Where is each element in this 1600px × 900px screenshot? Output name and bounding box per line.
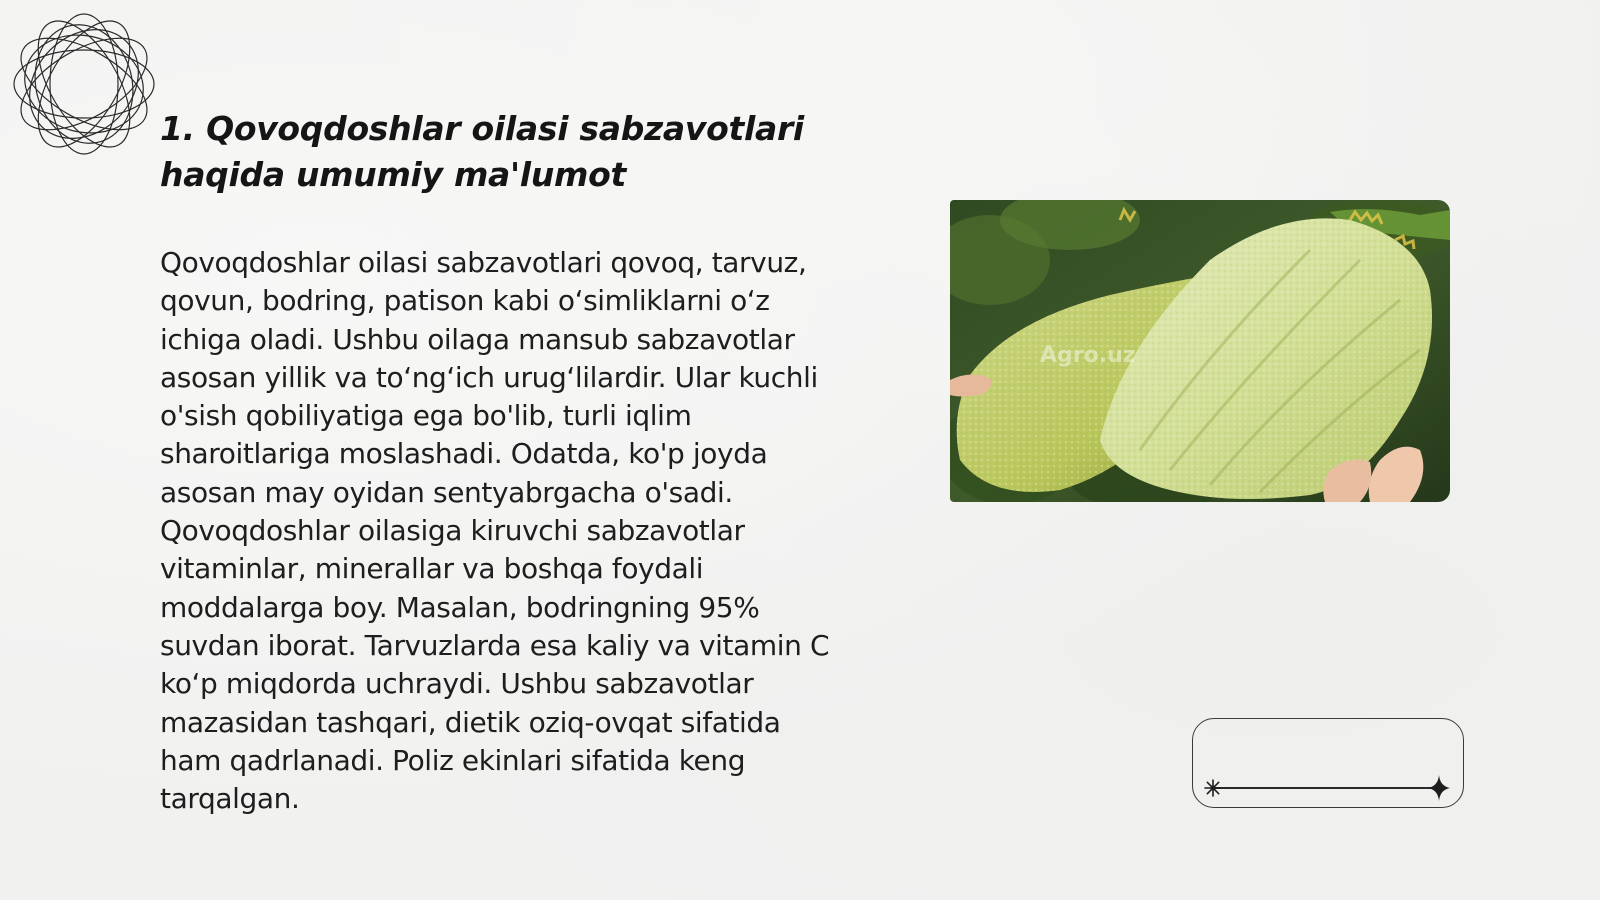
decorative-frame [1192, 718, 1464, 808]
starburst-icon [1204, 779, 1222, 797]
slide-title: 1. Qovoqdoshlar oilasi sabzavotlari haqida umumiy ma'lumot [160, 109, 804, 194]
photo-watermark: Agro.uz [1040, 343, 1136, 368]
sparkle-icon [1428, 775, 1450, 801]
decorative-line [1212, 787, 1440, 789]
loofah-photo [950, 200, 1450, 502]
wireframe-orb-icon [10, 10, 158, 158]
slide-body-text: Qovoqdoshlar oilasi sabzavotlari qovoq, tarvuz, qovun, bodring, patison kabi o‘simliklarni o‘z ichiga oladi. Ushbu oilaga mansub sabzavotlar asosan yillik va to‘ng‘ich urug‘lilardir. Ular kuchli o'sish qobiliyatiga ega bo'lib, turli iqlim sharoitlariga moslashadi. Odatda, ko'p joyda asosan may oyidan sentyabrgacha o'sadi. Qovoqdoshlar oilasiga kiruvchi sabzavotlar vitaminlar, minerallar va boshqa foydali moddalarga boy. Masalan, bodringning 95% suvdan iborat. Tarvuzlarda esa kaliy va vitamin C ko‘p miqdorda uchraydi. Ushbu sabzavotlar mazasidan tashqari, dietik oziq-ovqat sifatida ham qadrlanadi. Poliz ekinlari sifatida keng tarqalgan. [160, 246, 830, 816]
